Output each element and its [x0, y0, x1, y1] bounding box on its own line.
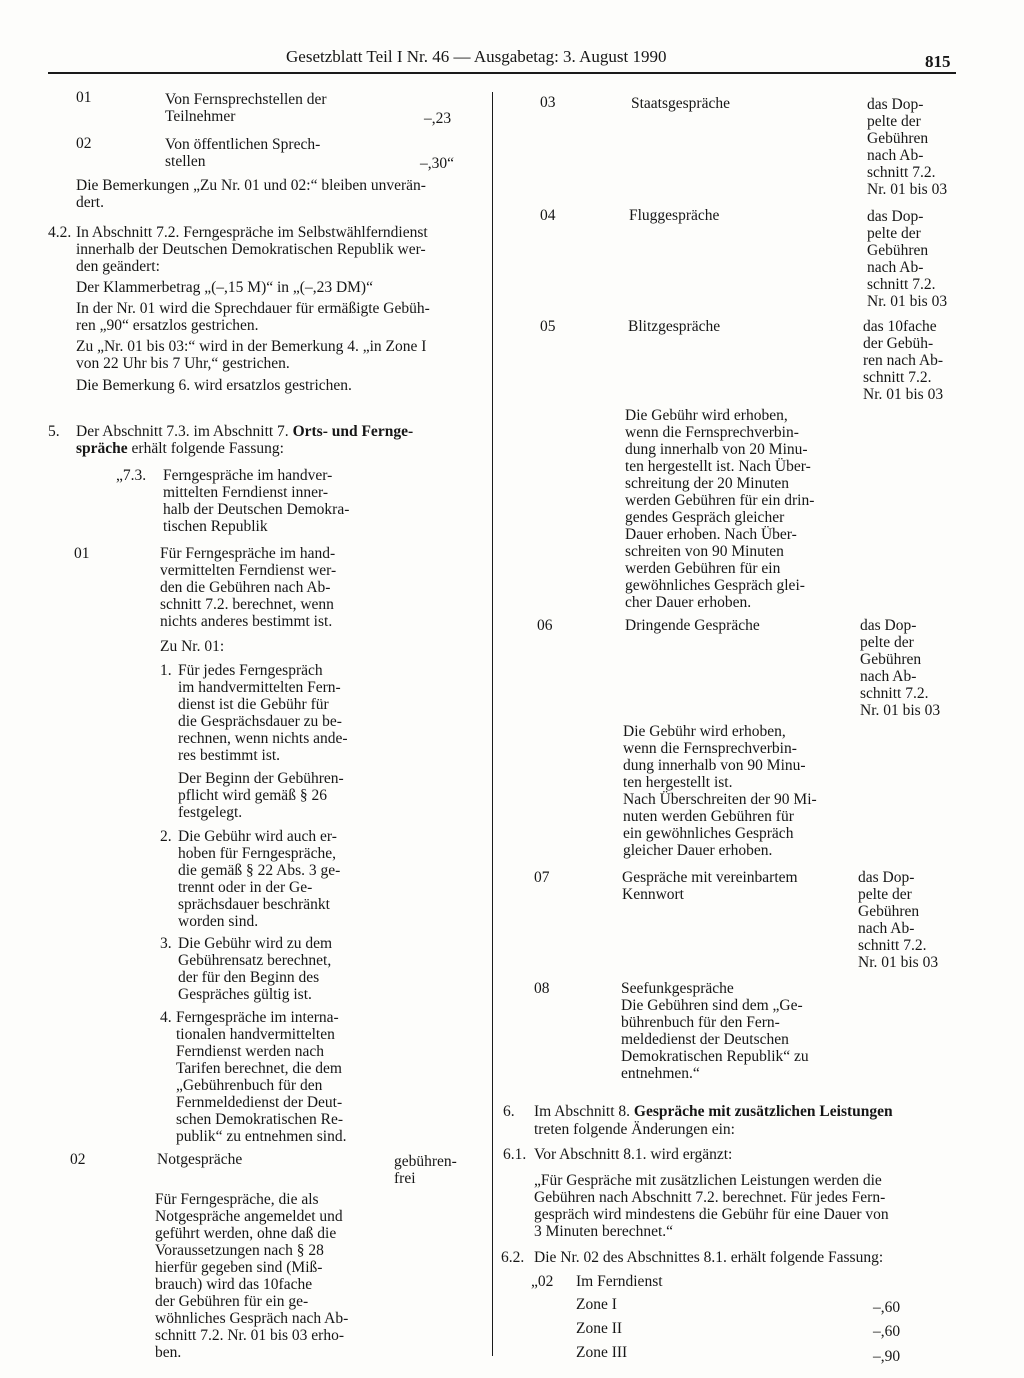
item-1-number: 1.: [160, 662, 172, 679]
item-1-text: Für jedes Ferngespräch im handvermittelten Fern- dienst ist die Gebühr für die Gesprächsdauer zu be- rechnen, wenn nichts ande- res bestimmt ist.: [178, 662, 348, 764]
nr-04-number: 04: [540, 207, 556, 224]
nr-07-fee: das Dop- pelte der Gebühren nach Ab- schnitt 7.2. Nr. 01 bis 03: [858, 869, 939, 971]
nr-02-title: Notgespräche: [157, 1151, 243, 1168]
section-4-2-para-2: Der Klammerbetrag „(–,15 M)“ in „(–,23 DM)“: [76, 279, 373, 296]
nr-07-title: Gespräche mit vereinbartem Kennwort: [622, 869, 798, 903]
running-header: Gesetzblatt Teil I Nr. 46 — Ausgabetag: 3. August 1990: [286, 47, 667, 66]
zone-2-label: Zone II: [576, 1320, 623, 1337]
section-6-line-1: Im Abschnitt 8. Gespräche mit zusätzlichen Leistungen: [534, 1103, 893, 1120]
section-5-number: 5.: [48, 423, 60, 440]
item-2-text: Die Gebühr wird auch er- hoben für Ferngespräche, die gemäß § 22 Abs. 3 ge- trennt oder in der Ge- sprächsdauer beschränkt worden sind.: [178, 828, 341, 930]
zone-3-amount: –,90: [873, 1348, 901, 1365]
nr-08-text: Seefunkgespräche Die Gebühren sind dem „Ge- bührenbuch für den Fern- meldedienst der Deutschen Demokratischen Republik“ zu entnehmen.“: [621, 980, 809, 1082]
entry-01-number: 01: [76, 89, 92, 106]
item-3-number: 3.: [160, 935, 172, 952]
nr-02-fee: gebühren- frei: [394, 1153, 457, 1187]
section-6-1-number: 6.1.: [503, 1146, 527, 1163]
nr-05-title: Blitzgespräche: [628, 318, 721, 335]
section-5-line-2: spräche erhält folgende Fassung:: [76, 440, 284, 457]
nr-05-fee: das 10fache der Gebüh- ren nach Ab- schnitt 7.2. Nr. 01 bis 03: [863, 318, 944, 403]
nr-04-fee: das Dop- pelte der Gebühren nach Ab- schnitt 7.2. Nr. 01 bis 03: [867, 208, 948, 310]
nr-03-title: Staatsgespräche: [631, 95, 730, 112]
item-4-number: 4.: [160, 1009, 172, 1026]
section-6-number: 6.: [503, 1103, 515, 1120]
nr-07-number: 07: [534, 869, 550, 886]
section-6-2-item-title: Im Ferndienst: [576, 1273, 663, 1290]
item-3-text: Die Gebühr wird zu dem Gebührensatz berechnet, der für den Beginn des Gespräches gültig ist.: [178, 935, 333, 1003]
section-4-2-para-5: Die Bemerkung 6. wird ersatzlos gestrichen.: [76, 377, 352, 394]
page-number: 815: [925, 52, 951, 71]
section-6-1-quote: „Für Gespräche mit zusätzlichen Leistungen werden die Gebühren nach Abschnitt 7.2. berechnet. Für jedes Fern- gespräch wird mindestens die Gebühr für eine Dauer von 3 Minuten berechnet.“: [534, 1172, 889, 1240]
section-6-1-intro: Vor Abschnitt 8.1. wird ergänzt:: [534, 1146, 733, 1163]
section-5-line-1: Der Abschnitt 7.3. im Abschnitt 7. Orts- und Fernge-: [76, 423, 414, 440]
section-4-2-para-3: In der Nr. 01 wird die Sprechdauer für ermäßigte Gebüh- ren „90“ ersatzlos gestrichen.: [76, 300, 430, 334]
nr-08-number: 08: [534, 980, 550, 997]
nr-03-fee: das Dop- pelte der Gebühren nach Ab- schnitt 7.2. Nr. 01 bis 03: [867, 96, 948, 198]
zone-2-amount: –,60: [873, 1323, 901, 1340]
header-rule: [48, 72, 956, 74]
nr-06-title: Dringende Gespräche: [625, 617, 760, 634]
section-6-2-item-number: „02: [531, 1273, 554, 1290]
section-7-3-title: Ferngespräche im handver- mittelten Ferndienst inner- halb der Deutschen Demokra- tischen Republik: [163, 467, 350, 535]
nr-05-text: Die Gebühr wird erhoben, wenn die Fernsprechverbin- dung innerhalb von 20 Minu- ten hergestellt ist. Nach Über- schreitung der 20 Minuten werden Gebühren für ein drin- gendes Gespräch gleicher Dauer erhoben. Nach Über- schreiten von 90 Minuten werden Gebühren für ein gewöhnliches Gespräch glei- cher Dauer erhoben.: [625, 407, 815, 611]
nr-05-number: 05: [540, 318, 556, 335]
section-6-2-number: 6.2.: [501, 1249, 525, 1266]
section-6-line-2: treten folgende Änderungen ein:: [534, 1121, 735, 1138]
section-7-3-number: „7.3.: [116, 467, 147, 484]
zu-nr-01-heading: Zu Nr. 01:: [160, 638, 225, 655]
nr-03-number: 03: [540, 94, 556, 111]
bemerkungen-note: Die Bemerkungen „Zu Nr. 01 und 02:“ bleiben unverän- dert.: [76, 177, 426, 211]
nr-01-number: 01: [74, 545, 90, 562]
zone-3-label: Zone III: [576, 1344, 628, 1361]
column-divider: [492, 92, 493, 1356]
section-4-2-para-4: Zu „Nr. 01 bis 03:“ wird in der Bemerkung 4. „in Zone I von 22 Uhr bis 7 Uhr,“ gestrichen.: [76, 338, 427, 372]
entry-01-amount: –,23: [424, 110, 452, 127]
item-2-number: 2.: [160, 828, 172, 845]
entry-02-text: Von öffentlichen Sprech- stellen: [165, 136, 321, 170]
section-4-2-para-1: In Abschnitt 7.2. Ferngespräche im Selbstwählferndienst innerhalb der Deutschen Demokratischen Republik wer- den geändert:: [76, 224, 428, 275]
nr-02-number: 02: [70, 1151, 86, 1168]
zone-1-amount: –,60: [873, 1299, 901, 1316]
section-6-2-intro: Die Nr. 02 des Abschnittes 8.1. erhält folgende Fassung:: [534, 1249, 884, 1266]
nr-01-text: Für Ferngespräche im hand- vermittelten Ferndienst wer- den die Gebühren nach Ab- schnitt 7.2. berechnet, wenn nichts anderes bestimmt ist.: [160, 545, 337, 630]
nr-06-text: Die Gebühr wird erhoben, wenn die Fernsprechverbin- dung innerhalb von 90 Minu- ten hergestellt ist. Nach Überschreiten der 90 Mi- nuten werden Gebühren für ein gewöhnliches Gespräch gleicher Dauer erhoben.: [623, 723, 817, 859]
nr-02-text: Für Ferngespräche, die als Notgespräche angemeldet und geführt werden, ohne daß die Voraussetzungen nach § 28 hierfür gegeben sind (Miß- brauch) wird das 10fache der Gebühren für ein ge- wöhnliches Gespräch nach Ab- schnitt 7.2. Nr. 01 bis 03 erho- ben.: [155, 1191, 349, 1361]
nr-06-number: 06: [537, 617, 553, 634]
nr-06-fee: das Dop- pelte der Gebühren nach Ab- schnitt 7.2. Nr. 01 bis 03: [860, 617, 941, 719]
item-1-text-2: Der Beginn der Gebühren- pflicht wird gemäß § 26 festgelegt.: [178, 770, 344, 821]
zone-1-label: Zone I: [576, 1296, 617, 1313]
entry-02-amount: –,30“: [420, 155, 455, 172]
entry-02-number: 02: [76, 135, 92, 152]
nr-04-title: Fluggespräche: [629, 207, 720, 224]
entry-01-text: Von Fernsprechstellen der Teilnehmer: [165, 91, 327, 125]
item-4-text: Ferngespräche im interna- tionalen handvermittelten Ferndienst werden nach Tarifen berechnet, die dem „Gebührenbuch für den Fernmeldedienst der Deut- schen Demokratischen Re- publik“ zu entnehmen sind.: [176, 1009, 347, 1145]
section-4-2-number: 4.2.: [48, 224, 72, 241]
